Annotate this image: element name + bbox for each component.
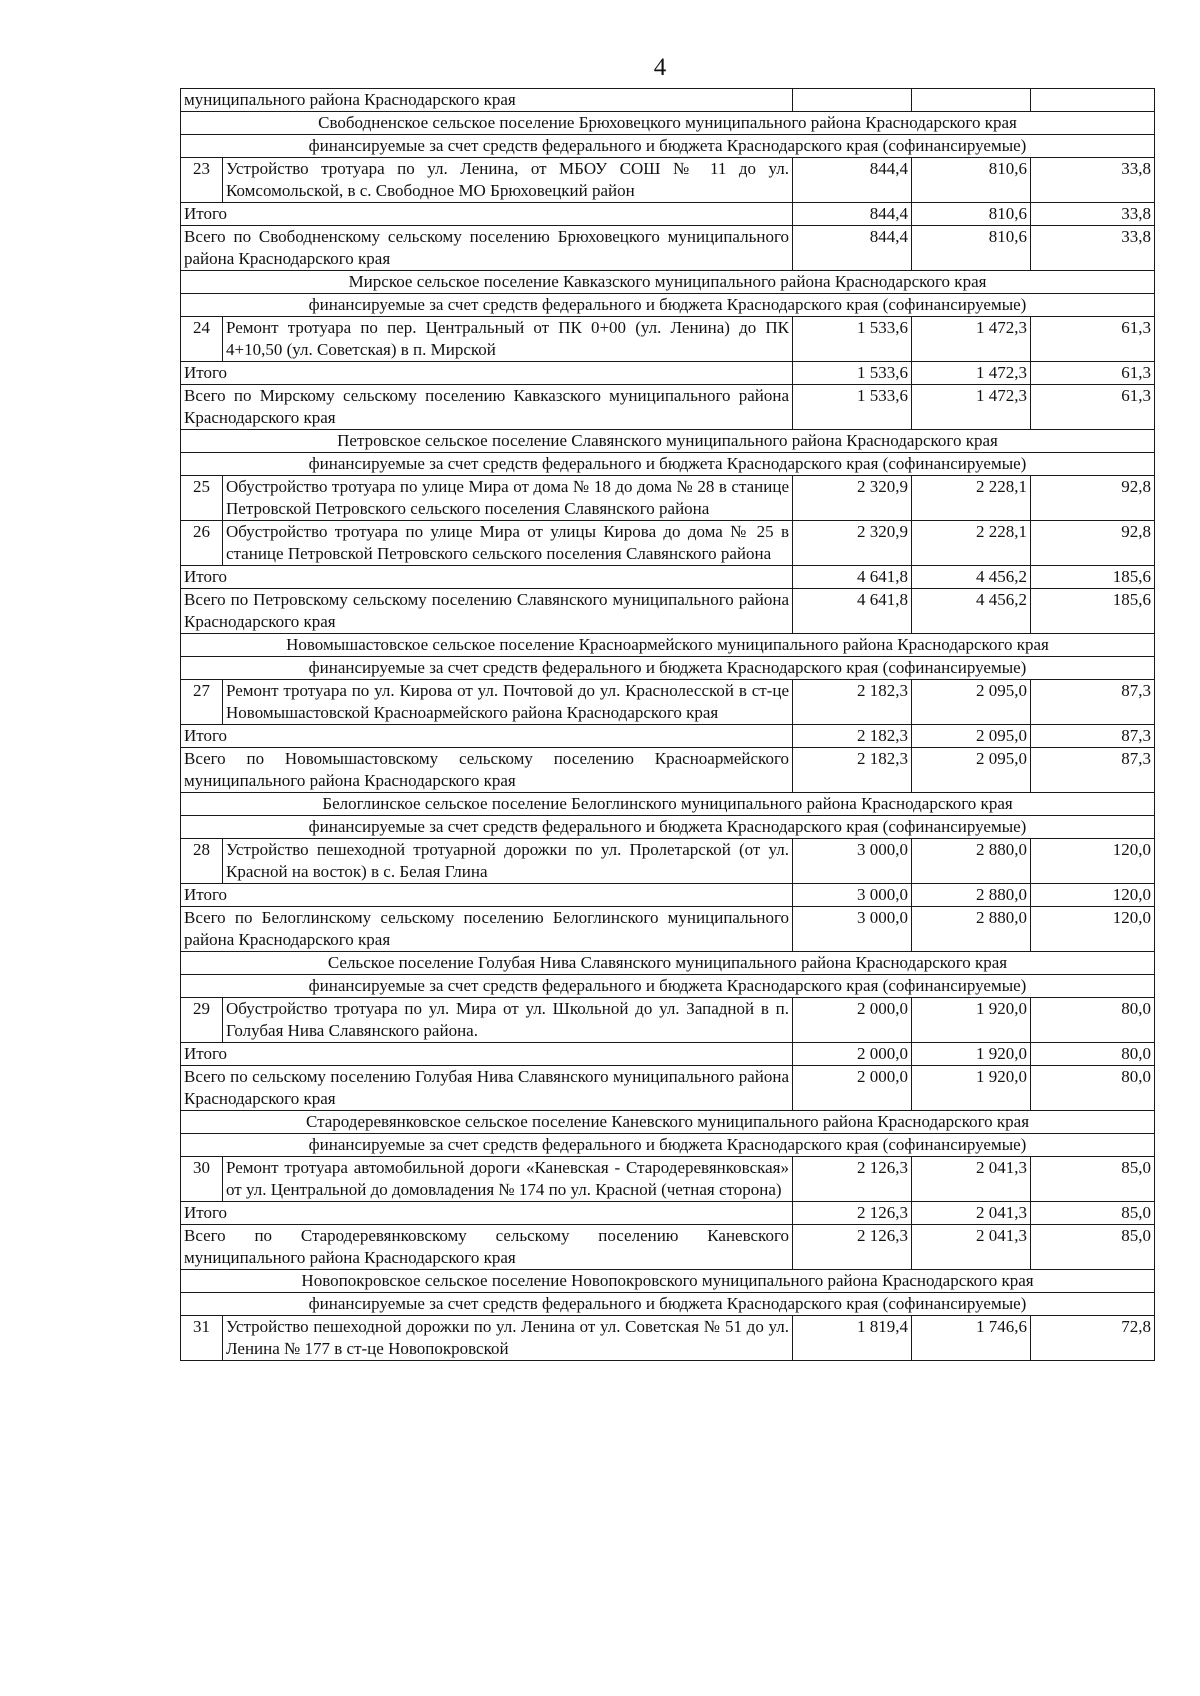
- item-federal-value: 2 228,1: [912, 521, 1031, 566]
- subtotal-row: [181, 725, 1155, 748]
- subtotal-federal-value: 4 456,2: [912, 566, 1031, 589]
- subtotal-total-value: 2 000,0: [793, 1043, 912, 1066]
- settlement-total-row: [181, 589, 1155, 634]
- section-subheader-row: [181, 975, 1155, 998]
- settlement-federal-value: 1 920,0: [912, 1066, 1031, 1111]
- item-number: 26: [181, 521, 223, 566]
- section-header-row: [181, 112, 1155, 135]
- section-header-row: [181, 793, 1155, 816]
- subtotal-total-value: 4 641,8: [793, 566, 912, 589]
- funding-subheader: финансируемые за счет средств федерального и бюджета Краснодарского края (софинансируемые): [181, 1134, 1155, 1157]
- item-description: Устройство пешеходной дорожки по ул. Ленина от ул. Советская № 51 до ул. Ленина № 177 в ст-це Новопокровской: [223, 1316, 793, 1361]
- settlement-regional-value: 61,3: [1031, 385, 1155, 430]
- section-subheader-row: [181, 1134, 1155, 1157]
- section-subheader-row: [181, 135, 1155, 158]
- subtotal-label: Итого: [181, 725, 793, 748]
- item-federal-value: 810,6: [912, 158, 1031, 203]
- subtotal-federal-value: 2 041,3: [912, 1202, 1031, 1225]
- section-header-row: [181, 271, 1155, 294]
- settlement-federal-value: 2 041,3: [912, 1225, 1031, 1270]
- item-row: [181, 521, 1155, 566]
- empty-cell: [793, 89, 912, 112]
- item-row: [181, 680, 1155, 725]
- item-row: [181, 1316, 1155, 1361]
- item-regional-value: 61,3: [1031, 317, 1155, 362]
- settlement-total-label: Всего по Белоглинскому сельскому поселению Белоглинского муниципального района Краснодарского края: [181, 907, 793, 952]
- settlement-total-value: 1 533,6: [793, 385, 912, 430]
- subtotal-row: [181, 1202, 1155, 1225]
- item-row: [181, 476, 1155, 521]
- item-federal-value: 2 095,0: [912, 680, 1031, 725]
- subtotal-total-value: 2 126,3: [793, 1202, 912, 1225]
- settlement-total-row: [181, 1066, 1155, 1111]
- subtotal-row: [181, 362, 1155, 385]
- section-subheader-row: [181, 1293, 1155, 1316]
- subtotal-regional-value: 33,8: [1031, 203, 1155, 226]
- item-description: Устройство тротуара по ул. Ленина, от МБОУ СОШ № 11 до ул. Комсомольской, в с. Свободное МО Брюховецкий район: [223, 158, 793, 203]
- item-number: 23: [181, 158, 223, 203]
- item-total-value: 1 533,6: [793, 317, 912, 362]
- item-number: 30: [181, 1157, 223, 1202]
- settlement-total-value: 2 126,3: [793, 1225, 912, 1270]
- settlement-federal-value: 1 472,3: [912, 385, 1031, 430]
- item-total-value: 2 000,0: [793, 998, 912, 1043]
- subtotal-label: Итого: [181, 884, 793, 907]
- subtotal-federal-value: 1 472,3: [912, 362, 1031, 385]
- item-federal-value: 1 746,6: [912, 1316, 1031, 1361]
- item-regional-value: 72,8: [1031, 1316, 1155, 1361]
- item-regional-value: 85,0: [1031, 1157, 1155, 1202]
- settlement-total-row: [181, 907, 1155, 952]
- settlement-total-value: 3 000,0: [793, 907, 912, 952]
- subtotal-label: Итого: [181, 362, 793, 385]
- subtotal-federal-value: 2 095,0: [912, 725, 1031, 748]
- funding-subheader: финансируемые за счет средств федерального и бюджета Краснодарского края (софинансируемые): [181, 816, 1155, 839]
- item-federal-value: 1 920,0: [912, 998, 1031, 1043]
- empty-cell: [1031, 89, 1155, 112]
- settlement-federal-value: 2 880,0: [912, 907, 1031, 952]
- item-total-value: 2 126,3: [793, 1157, 912, 1202]
- subtotal-regional-value: 80,0: [1031, 1043, 1155, 1066]
- item-regional-value: 87,3: [1031, 680, 1155, 725]
- funding-subheader: финансируемые за счет средств федерального и бюджета Краснодарского края (софинансируемые): [181, 135, 1155, 158]
- item-row: [181, 158, 1155, 203]
- funding-subheader: финансируемые за счет средств федерального и бюджета Краснодарского края (софинансируемые): [181, 453, 1155, 476]
- budget-table: [180, 88, 1155, 1361]
- subtotal-regional-value: 120,0: [1031, 884, 1155, 907]
- section-header: Белоглинское сельское поселение Белоглинского муниципального района Краснодарского края: [181, 793, 1155, 816]
- item-total-value: 2 320,9: [793, 476, 912, 521]
- settlement-federal-value: 2 095,0: [912, 748, 1031, 793]
- item-description: Ремонт тротуара по пер. Центральный от ПК 0+00 (ул. Ленина) до ПК 4+10,50 (ул. Советская) в п. Мирской: [223, 317, 793, 362]
- settlement-regional-value: 33,8: [1031, 226, 1155, 271]
- subtotal-label: Итого: [181, 1043, 793, 1066]
- subtotal-total-value: 1 533,6: [793, 362, 912, 385]
- item-number: 31: [181, 1316, 223, 1361]
- item-total-value: 3 000,0: [793, 839, 912, 884]
- section-header: Новопокровское сельское поселение Новопокровского муниципального района Краснодарского края: [181, 1270, 1155, 1293]
- section-header: Стародеревянковское сельское поселение Каневского муниципального района Краснодарского края: [181, 1111, 1155, 1134]
- settlement-regional-value: 80,0: [1031, 1066, 1155, 1111]
- subtotal-total-value: 3 000,0: [793, 884, 912, 907]
- subtotal-row: [181, 884, 1155, 907]
- item-description: Обустройство тротуара по улице Мира от улицы Кирова до дома № 25 в станице Петровской Петровского сельского поселения Славянского района: [223, 521, 793, 566]
- subtotal-row: [181, 203, 1155, 226]
- item-description: Обустройство тротуара по ул. Мира от ул. Школьной до ул. Западной в п. Голубая Нива Славянского района.: [223, 998, 793, 1043]
- subtotal-regional-value: 185,6: [1031, 566, 1155, 589]
- item-number: 24: [181, 317, 223, 362]
- item-federal-value: 1 472,3: [912, 317, 1031, 362]
- subtotal-total-value: 844,4: [793, 203, 912, 226]
- continuation-row: [181, 89, 1155, 112]
- item-regional-value: 80,0: [1031, 998, 1155, 1043]
- section-subheader-row: [181, 816, 1155, 839]
- subtotal-federal-value: 1 920,0: [912, 1043, 1031, 1066]
- settlement-total-label: Всего по сельскому поселению Голубая Нива Славянского муниципального района Краснодарского края: [181, 1066, 793, 1111]
- item-regional-value: 120,0: [1031, 839, 1155, 884]
- settlement-total-label: Всего по Новомышастовскому сельскому поселению Красноармейского муниципального района Краснодарского края: [181, 748, 793, 793]
- settlement-total-row: [181, 1225, 1155, 1270]
- item-row: [181, 1157, 1155, 1202]
- item-description: Устройство пешеходной тротуарной дорожки по ул. Пролетарской (от ул. Красной на восток) в с. Белая Глина: [223, 839, 793, 884]
- settlement-total-row: [181, 226, 1155, 271]
- section-subheader-row: [181, 294, 1155, 317]
- subtotal-row: [181, 1043, 1155, 1066]
- subtotal-label: Итого: [181, 566, 793, 589]
- section-header: Новомышастовское сельское поселение Красноармейского муниципального района Краснодарского края: [181, 634, 1155, 657]
- subtotal-label: Итого: [181, 203, 793, 226]
- item-total-value: 1 819,4: [793, 1316, 912, 1361]
- subtotal-label: Итого: [181, 1202, 793, 1225]
- item-description: Ремонт тротуара автомобильной дороги «Каневская - Стародеревянковская» от ул. Центральной до домовладения № 174 по ул. Красной (четная сторона): [223, 1157, 793, 1202]
- section-header-row: [181, 634, 1155, 657]
- subtotal-row: [181, 566, 1155, 589]
- item-federal-value: 2 041,3: [912, 1157, 1031, 1202]
- subtotal-regional-value: 61,3: [1031, 362, 1155, 385]
- section-header-row: [181, 1111, 1155, 1134]
- item-federal-value: 2 228,1: [912, 476, 1031, 521]
- settlement-total-label: Всего по Стародеревянковскому сельскому поселению Каневского муниципального района Краснодарского края: [181, 1225, 793, 1270]
- section-header: Сельское поселение Голубая Нива Славянского муниципального района Краснодарского края: [181, 952, 1155, 975]
- subtotal-federal-value: 2 880,0: [912, 884, 1031, 907]
- section-header: Мирское сельское поселение Кавказского муниципального района Краснодарского края: [181, 271, 1155, 294]
- settlement-federal-value: 810,6: [912, 226, 1031, 271]
- settlement-regional-value: 87,3: [1031, 748, 1155, 793]
- item-row: [181, 317, 1155, 362]
- section-header-row: [181, 430, 1155, 453]
- settlement-total-label: Всего по Мирскому сельскому поселению Кавказского муниципального района Краснодарского края: [181, 385, 793, 430]
- settlement-total-value: 4 641,8: [793, 589, 912, 634]
- item-federal-value: 2 880,0: [912, 839, 1031, 884]
- item-number: 27: [181, 680, 223, 725]
- settlement-total-value: 844,4: [793, 226, 912, 271]
- continuation-text: муниципального района Краснодарского края: [181, 89, 793, 112]
- item-number: 25: [181, 476, 223, 521]
- item-total-value: 844,4: [793, 158, 912, 203]
- item-regional-value: 92,8: [1031, 521, 1155, 566]
- item-number: 28: [181, 839, 223, 884]
- settlement-total-value: 2 000,0: [793, 1066, 912, 1111]
- settlement-total-row: [181, 748, 1155, 793]
- page-number: 4: [653, 54, 667, 81]
- section-subheader-row: [181, 453, 1155, 476]
- item-row: [181, 998, 1155, 1043]
- item-total-value: 2 320,9: [793, 521, 912, 566]
- settlement-total-label: Всего по Петровскому сельскому поселению Славянского муниципального района Краснодарского края: [181, 589, 793, 634]
- item-total-value: 2 182,3: [793, 680, 912, 725]
- subtotal-regional-value: 87,3: [1031, 725, 1155, 748]
- item-regional-value: 33,8: [1031, 158, 1155, 203]
- empty-cell: [912, 89, 1031, 112]
- settlement-total-label: Всего по Свободненскому сельскому поселению Брюховецкого муниципального района Краснодарского края: [181, 226, 793, 271]
- section-header: Свободненское сельское поселение Брюховецкого муниципального района Краснодарского края: [181, 112, 1155, 135]
- section-header-row: [181, 952, 1155, 975]
- item-description: Обустройство тротуара по улице Мира от дома № 18 до дома № 28 в станице Петровской Петровского сельского поселения Славянского района: [223, 476, 793, 521]
- funding-subheader: финансируемые за счет средств федерального и бюджета Краснодарского края (софинансируемые): [181, 657, 1155, 680]
- section-header-row: [181, 1270, 1155, 1293]
- item-row: [181, 839, 1155, 884]
- funding-subheader: финансируемые за счет средств федерального и бюджета Краснодарского края (софинансируемые): [181, 1293, 1155, 1316]
- settlement-total-row: [181, 385, 1155, 430]
- settlement-regional-value: 85,0: [1031, 1225, 1155, 1270]
- subtotal-federal-value: 810,6: [912, 203, 1031, 226]
- subtotal-regional-value: 85,0: [1031, 1202, 1155, 1225]
- settlement-regional-value: 185,6: [1031, 589, 1155, 634]
- section-subheader-row: [181, 657, 1155, 680]
- section-header: Петровское сельское поселение Славянского муниципального района Краснодарского края: [181, 430, 1155, 453]
- budget-table-body: [181, 89, 1155, 1361]
- settlement-regional-value: 120,0: [1031, 907, 1155, 952]
- item-regional-value: 92,8: [1031, 476, 1155, 521]
- item-description: Ремонт тротуара по ул. Кирова от ул. Почтовой до ул. Краснолесской в ст-це Новомышастовской Красноармейского района Краснодарского края: [223, 680, 793, 725]
- funding-subheader: финансируемые за счет средств федерального и бюджета Краснодарского края (софинансируемые): [181, 294, 1155, 317]
- settlement-federal-value: 4 456,2: [912, 589, 1031, 634]
- subtotal-total-value: 2 182,3: [793, 725, 912, 748]
- settlement-total-value: 2 182,3: [793, 748, 912, 793]
- item-number: 29: [181, 998, 223, 1043]
- funding-subheader: финансируемые за счет средств федерального и бюджета Краснодарского края (софинансируемые): [181, 975, 1155, 998]
